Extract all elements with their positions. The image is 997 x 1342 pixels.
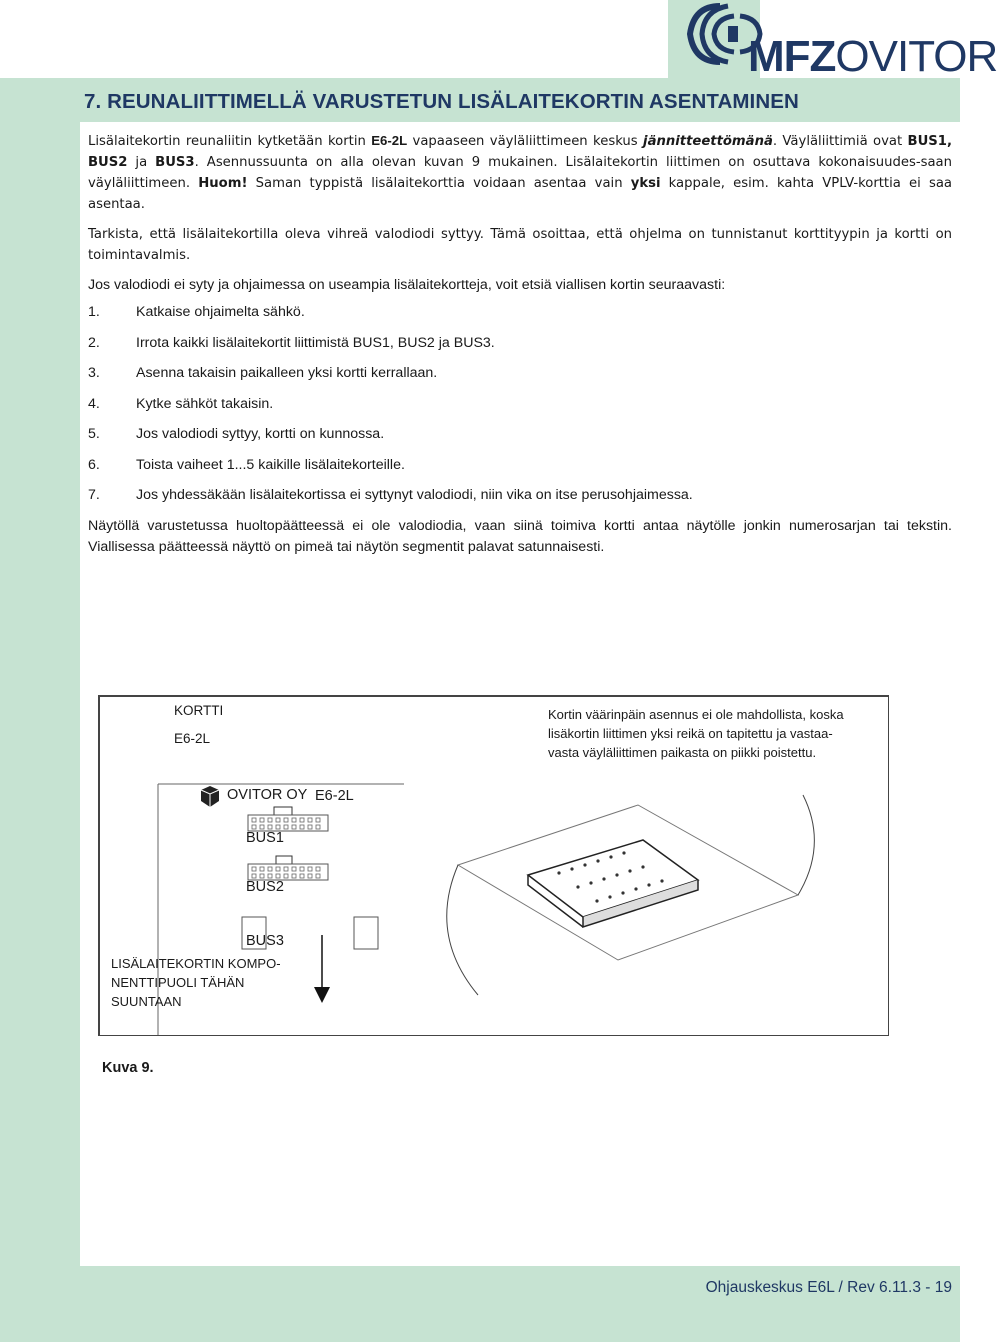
- kortti-label: KORTTI: [174, 703, 224, 718]
- bus1-label: BUS1: [246, 830, 284, 846]
- footer-band: [0, 1266, 960, 1342]
- section-heading: 7. REUNALIITTIMELLÄ VARUSTETUN LISÄLAITEKORTIN ASENTAMINEN: [84, 90, 799, 113]
- kortti-name: E6-2L: [174, 731, 211, 746]
- paragraph-led-check: Tarkista, että lisälaitekortilla oleva vihreä valodiodi syttyy. Tämä osoittaa, että ohjelma on tunnistanut korttityypin ja kortti on toimintavalmis.: [88, 227, 952, 263]
- direction-line-2: NENTTIPUOLI TÄHÄN: [111, 975, 245, 990]
- board-model: E6-2L: [315, 788, 354, 804]
- paragraph-troubleshoot: Jos valodiodi ei syty ja ohjaimessa on useampia lisälaitekortteja, voit etsiä viallisen kortin seuraavasti:: [88, 277, 726, 293]
- note-line-2: lisäkortin liittimen yksi reikä on tapitettu ja vastaa-: [548, 726, 833, 741]
- bus3-label: BUS3: [246, 933, 284, 949]
- paragraph-install: Lisälaitekortin reunaliitin kytketään kortin E6-2L vapaaseen väyläliittimeen keskus jännitteettömänä. Väyläliittimiä ovat BUS1, BUS2 ja BUS3. Asennussuunta on alla olevan kuvan 9 mukainen. Lisälaitekortin liittimen on osuttava kokonaisuudes-saan väyläliittimeen. Huom! Saman typpistä lisälaitekorttia voidaan asentaa vain yksi kappale, esim. kahta VPLV-korttia ei saa asentaa.: [88, 133, 952, 212]
- list-item: 6. Toista vaiheet 1...5 kaikille lisälaitekorteille.: [88, 456, 405, 473]
- main-content: [88, 124, 952, 558]
- list-item: 1. Katkaise ohjaimelta sähkö.: [88, 304, 305, 320]
- logo-wordmark: MFZOVITOR: [748, 32, 997, 81]
- note-line-3: vasta väyläliittimen paikasta on piikki poistettu.: [548, 745, 817, 760]
- left-margin-band: [0, 78, 80, 1268]
- board-brand: OVITOR OY: [227, 787, 308, 803]
- installation-figure: [98, 695, 888, 1035]
- page-footer: Ohjauskeskus E6L / Rev 6.11.3 - 19: [705, 1279, 952, 1296]
- list-item: 3. Asenna takaisin paikalleen yksi kortti kerrallaan.: [88, 365, 438, 381]
- paragraph-service-terminal: Näytöllä varustetussa huoltopäätteessä ei ole valodiodia, vaan siinä toimiva kortti antaa näytölle jonkin numerosarjan tai tekstin. Viallisessa päätteessä näyttö on pimeä tai näytön segmentit palavat satunnaisesti.: [88, 517, 952, 555]
- list-item: 5. Jos valodiodi syttyy, kortti on kunnossa.: [88, 426, 385, 442]
- list-item: 7. Jos yhdessäkään lisälaitekortissa ei syttynyt valodiodi, niin vika on itse perusohjaimessa.: [88, 487, 693, 503]
- list-item: 2. Irrota kaikki lisälaitekortit liittimistä BUS1, BUS2 ja BUS3.: [88, 334, 495, 351]
- direction-line-1: LISÄLAITEKORTIN KOMPO-: [111, 956, 281, 971]
- bus2-label: BUS2: [246, 879, 284, 895]
- note-line-1: Kortin väärinpäin asennus ei ole mahdollista, koska: [548, 707, 844, 722]
- figure-caption: Kuva 9.: [102, 1060, 154, 1076]
- list-item: 4. Kytke sähköt takaisin.: [88, 395, 274, 412]
- company-logo: [668, 0, 997, 81]
- direction-line-3: SUUNTAAN: [111, 994, 182, 1009]
- troubleshoot-steps: [88, 302, 952, 506]
